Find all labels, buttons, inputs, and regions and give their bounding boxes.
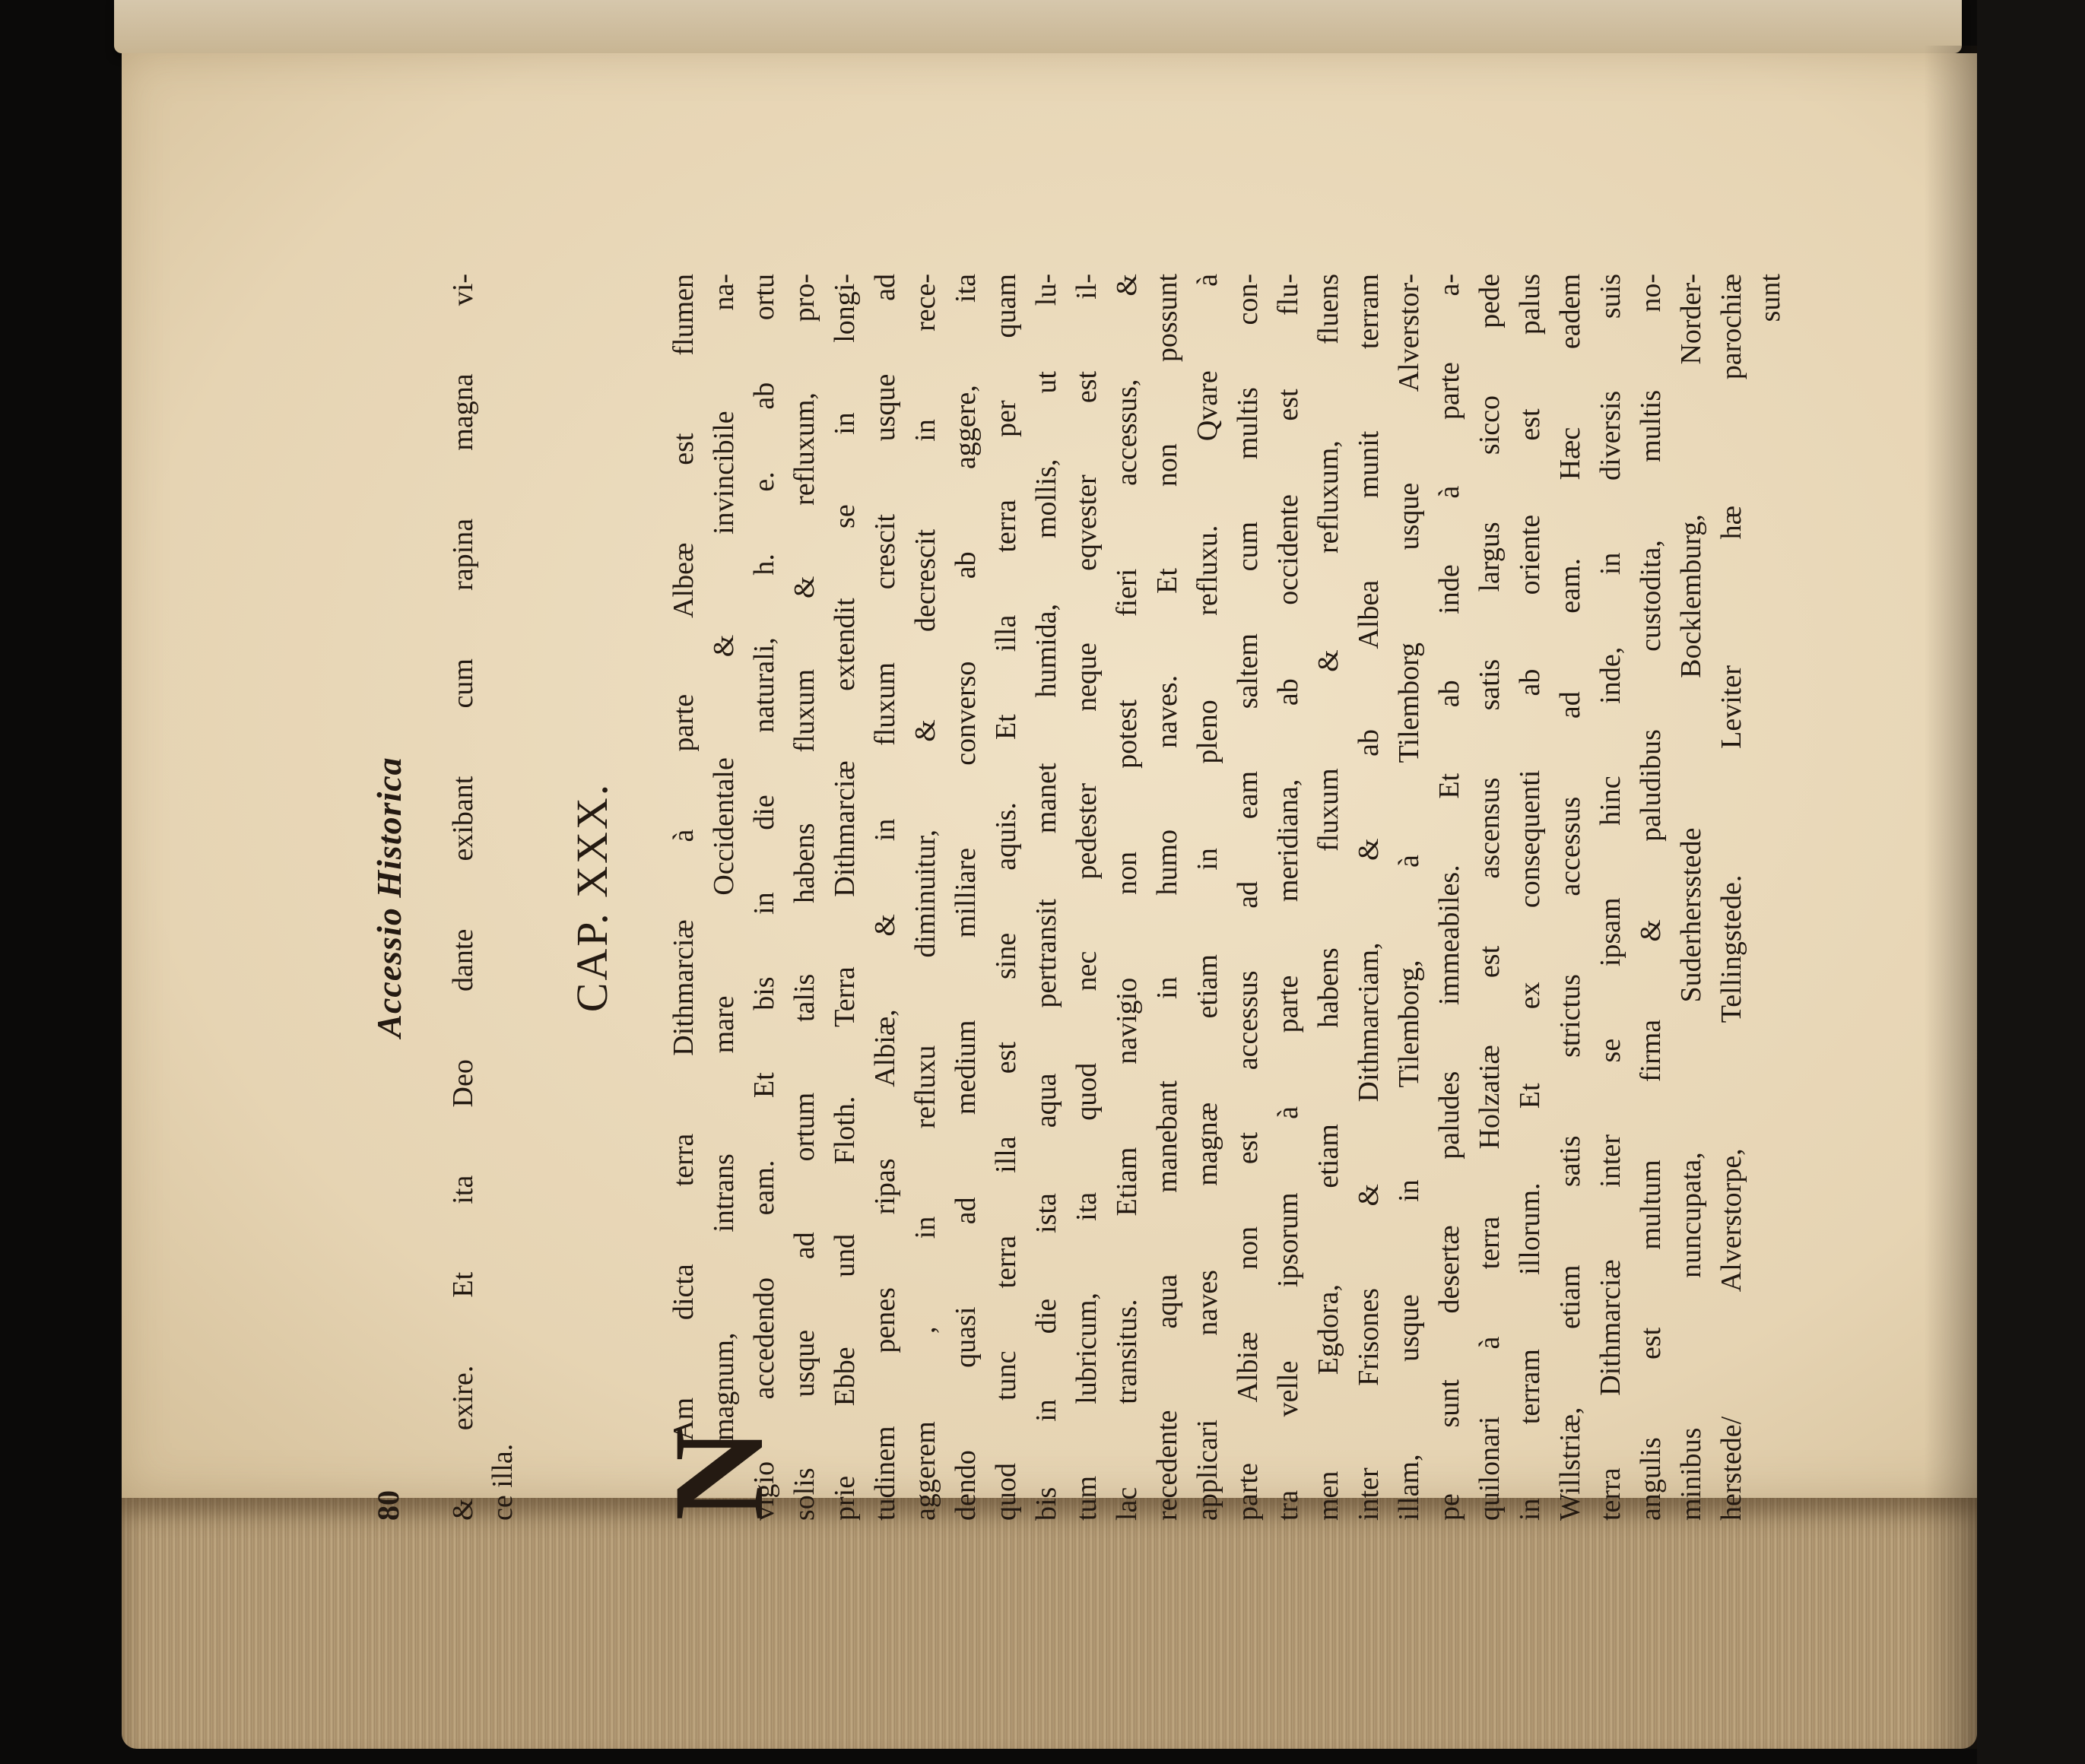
text-line: quod tunc terra illa est sine aquis. Et illa terra per quam [990, 274, 1022, 1521]
text-line: angulis est multum firma & paludibus custodita, multis no- [1635, 274, 1667, 1521]
chapter-heading: CAP. XXX. [567, 782, 617, 1013]
text-line: tudinem penes ripas Albiæ, & in fluxum crescit usque ad [869, 274, 901, 1521]
text-line: tum lubricum, ita quod nec pedester neque eqvester est il- [1071, 274, 1103, 1521]
text-line: minibus nuncupata, Suderhersstede Bocklemburg, Norder- [1675, 274, 1707, 1521]
page-edges [122, 1498, 1977, 1749]
text-line: ce illa. [487, 1443, 519, 1521]
text-line: lac transitus. Etiam navigio non potest fieri accessus, & [1111, 274, 1143, 1521]
text-line: Am dicta terra Dithmarciæ à parte Albeæ est flumen [668, 274, 700, 1441]
text-line: recedente aqua manebant in humo naves. Et non possunt [1151, 274, 1183, 1521]
text-line: men Egdora, etiam habens fluxum & refluxum, fluens [1312, 274, 1344, 1521]
book-cover [1977, 0, 2085, 1764]
drop-cap: N [647, 1427, 790, 1521]
text-line: prie Ebbe und Floth. Terra Dithmarciæ extendit se in longi- [829, 274, 861, 1521]
text-line: parte Albiæ non est accessus ad eam saltem cum multis con- [1232, 274, 1264, 1521]
text-line: & exire. Et ita Deo dante exibant cum rapina magna vi- [447, 274, 479, 1521]
text-line: solis usque ad ortum talis habens fluxum & refluxum, pro- [789, 274, 820, 1521]
text-line: vigio accedendo eam. Et bis in die naturali, h. e. ab ortu [748, 274, 780, 1521]
text-line: inter Frisones & Dithmarciam, & ab Albea munit terram [1353, 274, 1385, 1521]
text-line: illam, usque in Tilemborg, à Tilemborg usque Alverstor- [1393, 274, 1425, 1521]
text-line: terra Dithmarciæ inter se ipsam hinc inde, in diversis suis [1595, 274, 1626, 1521]
page-header [369, 274, 414, 1521]
text-line: Willstriæ, etiam satis strictus accessus ad eam. Hæc eadem [1554, 274, 1586, 1521]
page-number: 80 [371, 1490, 405, 1521]
previous-page-edge [114, 0, 1962, 53]
text-line: magnum, intrans mare Occidentale & invincibile na- [708, 274, 740, 1441]
text-line: quilonari à terra Holzatiæ est ascensus satis largus sicco pede [1474, 274, 1506, 1521]
text-line: dendo quasi ad medium milliare converso ab aggere, ita [950, 274, 982, 1521]
text-line: applicari naves magnæ etiam in pleno refluxu. Qvare à [1192, 274, 1223, 1521]
text-line: tra velle ipsorum à parte meridiana, ab occidente est flu- [1272, 274, 1304, 1521]
text-line: herstede/ Alverstorpe, Tellingstede. Leviter hæ parochiæ [1715, 274, 1747, 1521]
running-head: Accessio Historica [370, 757, 408, 1038]
text-line: in terram illorum. Et ex consequenti ab oriente est palus [1514, 274, 1546, 1521]
text-line: aggerem , in refluxu diminuitur, & decrescit in rece- [909, 274, 941, 1521]
spine-shadow [1924, 46, 1985, 1749]
text-line: bis in die ista aqua pertransit manet humida, mollis, ut lu- [1030, 274, 1062, 1521]
catchword: sunt [1754, 274, 1786, 322]
text-line: pe sunt desertæ paludes immeabiles. Et ab inde à parte a- [1433, 274, 1465, 1521]
text-block [369, 274, 1912, 1521]
